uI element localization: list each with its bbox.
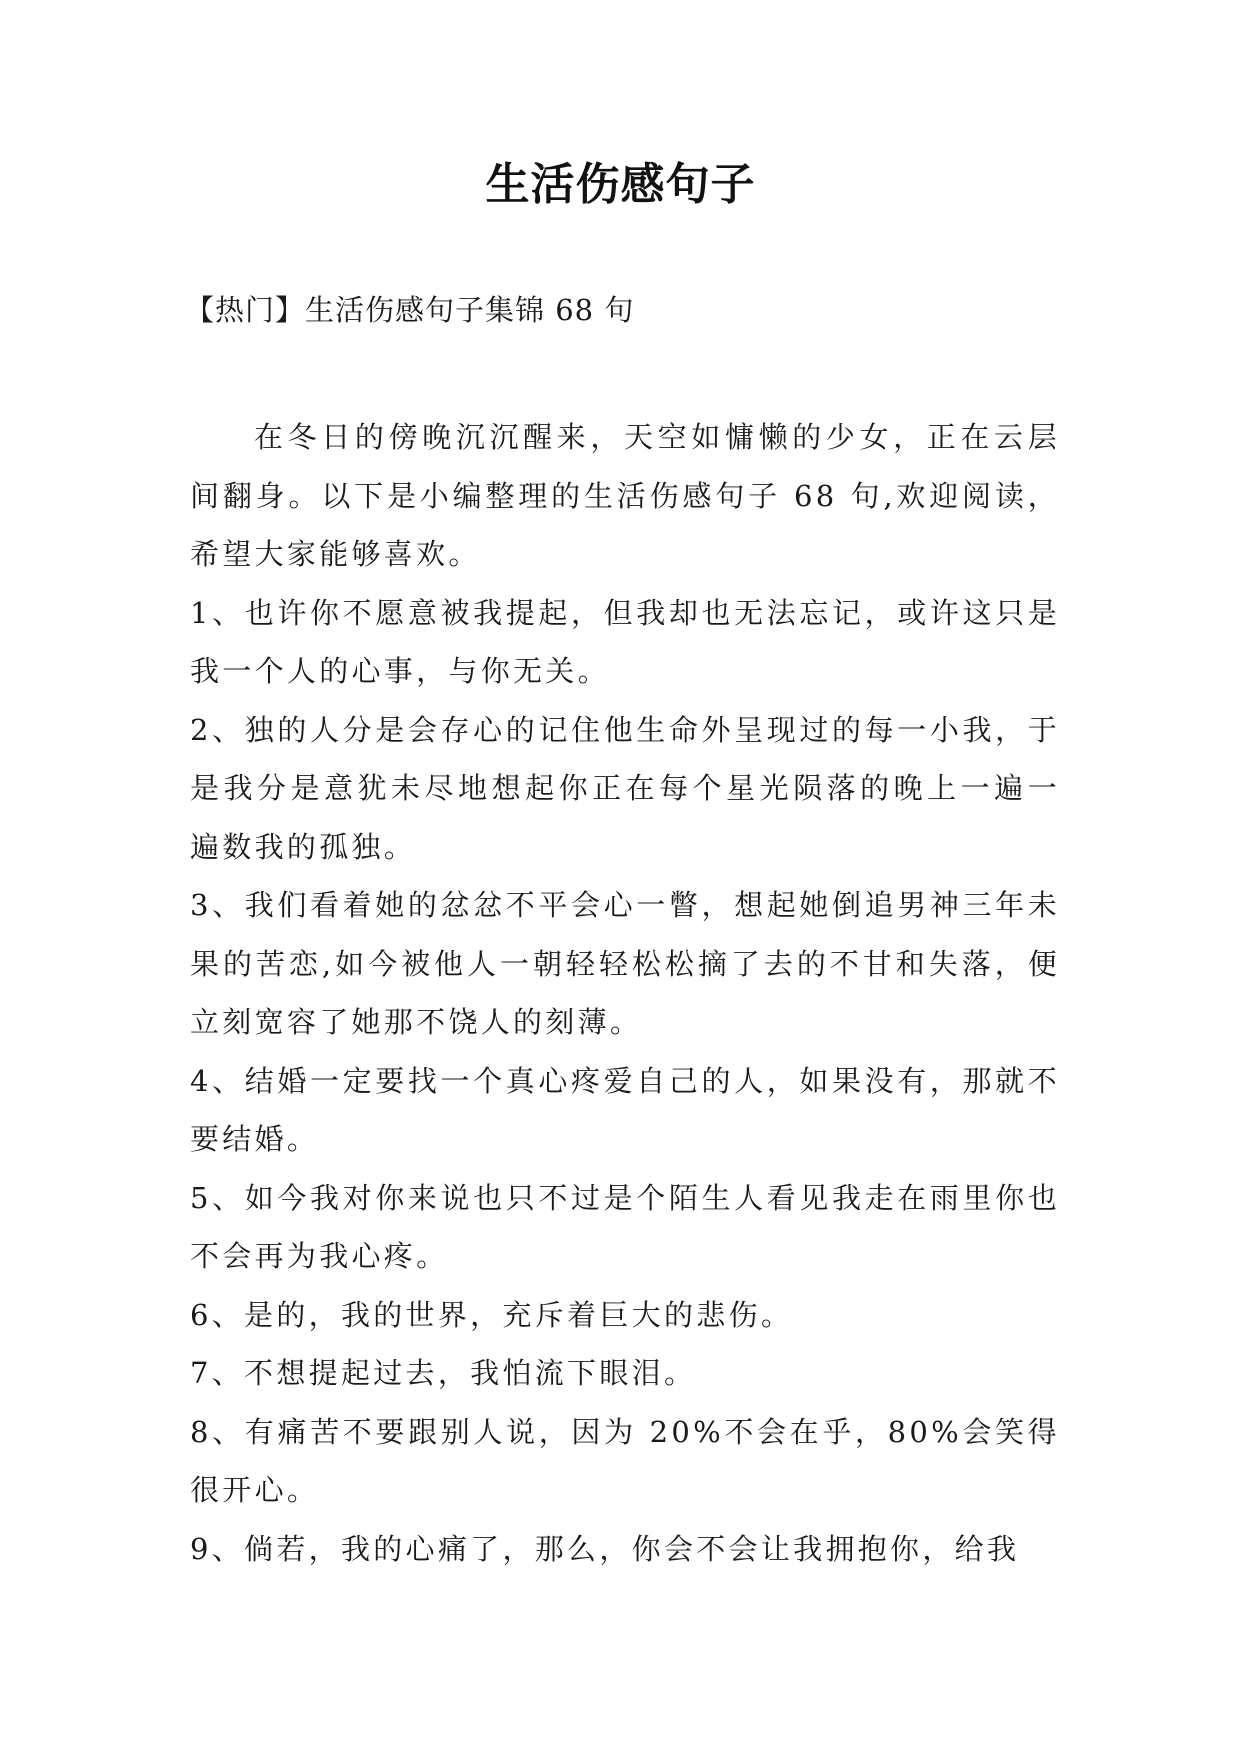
list-item: 8、有痛苦不要跟别人说，因为 20%不会在乎，80%会笑得很开心。 [190, 1414, 1060, 1507]
list-item: 5、如今我对你来说也只不过是个陌生人看见我走在雨里你也不会再为我心疼。 [190, 1180, 1060, 1273]
list-item: 2、独的人分是会存心的记住他生命外呈现过的每一小我，于是我分是意犹未尽地想起你正在每个星光陨落的晚上一遍一遍数我的孤独。 [190, 712, 1060, 864]
list-item: 6、是的，我的世界，充斥着巨大的悲伤。 [190, 1297, 794, 1332]
intro-paragraph: 在冬日的傍晚沉沉醒来，天空如慵懒的少女，正在云层间翻身。以下是小编整理的生活伤感句子 68 句,欢迎阅读，希望大家能够喜欢。 [190, 420, 1060, 571]
list-item: 9、倘若，我的心痛了，那么，你会不会让我拥抱你，给我 [190, 1531, 1020, 1566]
list-item: 1、也许你不愿意被我提起，但我却也无法忘记，或许这只是我一个人的心事，与你无关。 [190, 595, 1060, 688]
list-item: 3、我们看着她的忿忿不平会心一瞥，想起她倒追男神三年未果的苦恋,如今被他人一朝轻轻松松摘了去的不甘和失落，便立刻宽容了她那不饶人的刻薄。 [190, 888, 1060, 1039]
document-title: 生活伤感句子 [485, 159, 756, 210]
document-subtitle: 【热门】生活伤感句子集锦 68 句 [185, 293, 635, 327]
list-item: 7、不想提起过去，我怕流下眼泪。 [190, 1356, 697, 1390]
list-item: 4、结婚一定要找一个真心疼爱自己的人，如果没有，那就不要结婚。 [190, 1063, 1060, 1156]
document-body [190, 408, 1060, 1578]
